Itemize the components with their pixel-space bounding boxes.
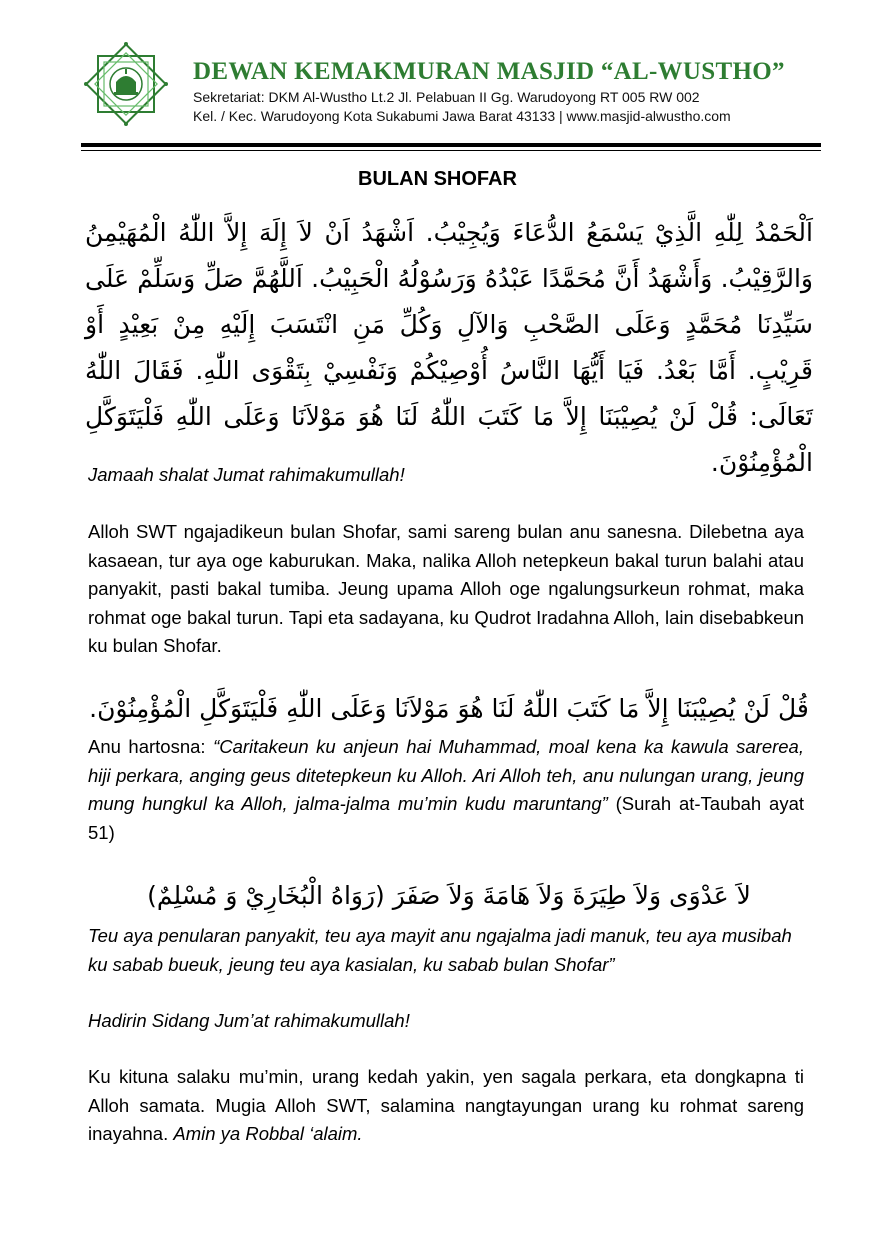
closing-text: Ku kituna salaku mu’min, urang kedah yakin, yen sagala perkara, eta dongkapna ti Alloh samata. Mugia Alloh SWT, salamina nangtayungan urang ku rohmat sareng inayahna. xyxy=(88,1066,804,1144)
arabic-quran-verse: قُلْ لَنْ يُصِيْبَنَا إِلاَّ مَا كَتَبَ اللّٰهُ لَنَا هُوَ مَوْلاَنَا وَعَلَى اللّٰهِ فَلْيَتَوَكَّلِ الْمُؤْمِنُوْنَ. xyxy=(89,694,809,723)
verse-translation xyxy=(88,733,804,847)
header-divider-thick xyxy=(81,143,821,147)
address-line-2: Kel. / Kec. Warudoyong Kota Sukabumi Jawa Barat 43133 | www.masjid-alwustho.com xyxy=(193,108,731,124)
translation-quote: “Caritakeun ku anjeun hai Muhammad, moal kena ka kawula sarerea, hiji perkara, anging geus ditetepkeun ku Alloh. Ari Alloh teh, anu nulungan urang, jeung mung hungkul ka Alloh, jalma-jalma mu’min kudu maruntang” xyxy=(88,736,804,814)
translation-source: (Surah at-Taubah ayat 51) xyxy=(88,793,805,843)
header-divider-thin xyxy=(81,150,821,151)
translation-lead: Anu hartosna: xyxy=(88,736,214,757)
greeting-2: Hadirin Sidang Jum’at rahimakumullah! xyxy=(88,1010,410,1031)
greeting-1: Jamaah shalat Jumat rahimakumullah! xyxy=(88,464,405,485)
address-line-1: Sekretariat: DKM Al-Wustho Lt.2 Jl. Pelabuan II Gg. Warudoyong RT 005 RW 002 xyxy=(193,89,700,105)
closing-prayer: Amin ya Robbal ‘alaim. xyxy=(173,1123,363,1144)
page-title: BULAN SHOFAR xyxy=(358,168,517,190)
mosque-star-logo-icon xyxy=(78,36,174,132)
arabic-hadith: لاَ عَدْوَى وَلاَ طِيَرَةَ وَلاَ هَامَةَ وَلاَ صَفَرَ (رَوَاهُ الْبُخَارِيْ وَ مُسْلِمٌ) xyxy=(147,881,751,910)
hadith-translation: Teu aya penularan panyakit, teu aya mayit anu ngajalma jadi manuk, teu aya musibah ku sabab bueuk, jeung teu aya kasialan, ku sabab bulan Shofar” xyxy=(88,925,792,975)
closing-paragraph xyxy=(88,1063,804,1149)
arabic-opening-prayer: اَلْحَمْدُ لِلّٰهِ الَّذِيْ يَسْمَعُ الدُّعَاءَ وَيُجِيْبُ. اَشْهَدُ اَنْ لاَ إِلَهَ إِلاَّ اللّٰهُ الْمُهَيْمِنُ وَالرَّقِيْبُ. وَأَشْهَدُ أَنَّ مُحَمَّدًا عَبْدُهُ وَرَسُوْلُهُ الْحَبِيْبُ. اَللَّهُمَّ صَلِّ وَسَلِّمْ عَلَى سَيِّدِنَا مُحَمَّدٍ وَعَلَى الصَّحْبِ وَالآلِ وَكُلِّ مَنِ انْتَسَبَ إِلَيْهِ مِنْ بَعِيْدٍ أَوْ قَرِيْبٍ. أَمَّا بَعْدُ. فَيَا أَيُّهَا النَّاسُ أُوْصِيْكُمْ وَنَفْسِيْ بِتَقْوَى اللّٰهِ. فَقَالَ اللّٰهُ تَعَالَى: قُلْ لَنْ يُصِيْبَنَا إِلاَّ مَا كَتَبَ اللّٰهُ لَنَا هُوَ مَوْلاَنَا وَعَلَى اللّٰهِ فَلْيَتَوَكَّلِ الْمُؤْمِنُوْنَ. xyxy=(85,218,813,477)
paragraph-1: Alloh SWT ngajadikeun bulan Shofar, sami sareng bulan anu sanesna. Dilebetna aya kasaean, tur aya oge kaburukan. Maka, nalika Alloh netepkeun bakal turun balahi atau panyakit, pasti bakal tumiba. Jeung upama Alloh oge ngalungsurkeun rohmat, maka rohmat oge bakal turun. Tapi eta sadayana, ku Qudrot Iradahna Alloh, lain disebabkeun ku bulan Shofar. xyxy=(88,521,804,656)
organization-name: DEWAN KEMAKMURAN MASJID “AL-WUSTHO” xyxy=(193,58,785,85)
